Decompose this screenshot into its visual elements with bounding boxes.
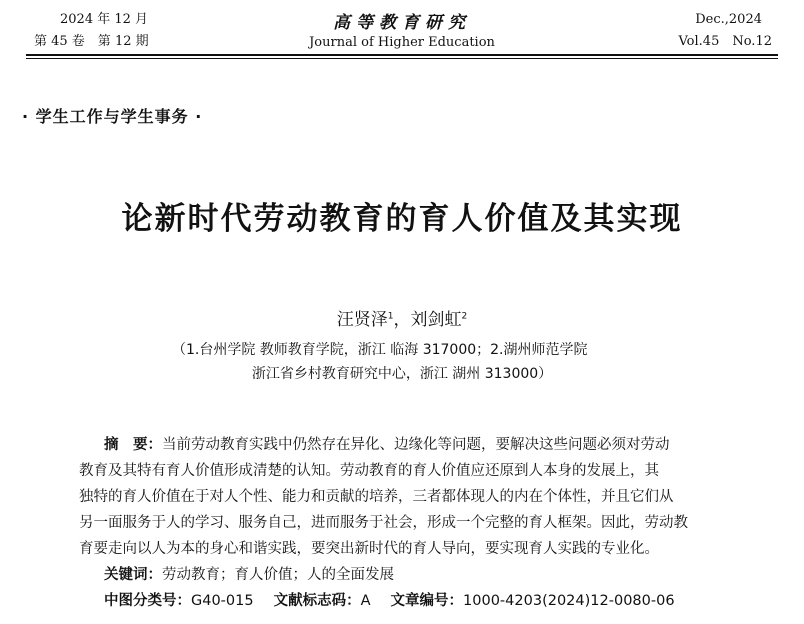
- journal-title-cn: 高等教育研究: [333, 13, 471, 33]
- header-date-cn: 2024 年 12 月: [60, 12, 149, 27]
- author-name: 汪贤泽: [336, 310, 388, 330]
- abstract-line: [104, 436, 670, 454]
- clc-value: G40-015: [191, 593, 254, 609]
- abstract-label: 摘 要：: [104, 437, 162, 453]
- author-line: [0, 305, 804, 330]
- affiliation-line: 浙江省乡村教育研究中心，浙江 湖州 313000）: [251, 366, 553, 382]
- section-heading: · 学生工作与学生事务 ·: [22, 107, 203, 126]
- author-name: 刘剑虹: [410, 310, 462, 330]
- abstract-line: 另一面服务于人的学习、服务自己，进而服务于社会，形成一个完整的育人框架。因此，劳动教: [79, 515, 688, 531]
- keywords-line: [104, 566, 394, 584]
- article-title: 论新时代劳动教育的育人价值及其实现: [121, 201, 683, 237]
- keywords-label: 关键词：: [104, 567, 162, 583]
- header-volume-en: Vol.45 No.12: [678, 34, 772, 49]
- article-number-label: 文章编号：: [390, 593, 464, 609]
- doc-code-label: 文献标志码：: [273, 593, 361, 609]
- author-affiliation-mark: 2: [461, 311, 468, 322]
- abstract-line: 独特的育人价值在于对人个性、能力和贡献的培养，三者都体现人的内在个体性，并且它们从: [79, 489, 674, 505]
- affiliation-line: （1.台州学院 教师教育学院，浙江 临海 317000；2.湖州师范学院: [172, 342, 588, 358]
- clc-label: 中图分类号：: [104, 593, 191, 609]
- author-affiliation-mark: 1: [387, 311, 394, 322]
- classification-line: [104, 592, 675, 610]
- header-rule-thick: [26, 54, 778, 56]
- abstract-text: 当前劳动教育实践中仍然存在异化、边缘化等问题，要解决这些问题必须对劳动: [162, 437, 670, 453]
- doc-code-value: A: [360, 593, 371, 609]
- abstract-line: 教育及其特有育人价值形成清楚的认知。劳动教育的育人价值应还原到人本身的发展上，其: [79, 463, 659, 479]
- header-rule-thin: [26, 58, 778, 59]
- journal-title-en: Journal of Higher Education: [309, 35, 495, 50]
- keywords-text: 劳动教育；育人价值；人的全面发展: [162, 567, 394, 583]
- header-date-en: Dec.,2024: [695, 12, 762, 27]
- article-number-value: 1000-4203(2024)12-0080-06: [463, 593, 675, 609]
- author-separator: ，: [393, 310, 411, 330]
- abstract-line: 育要走向以人为本的身心和谐实践，要突出新时代的育人导向，要实现育人实践的专业化。: [79, 541, 659, 557]
- header-volume-cn: 第 45 卷 第 12 期: [34, 34, 149, 49]
